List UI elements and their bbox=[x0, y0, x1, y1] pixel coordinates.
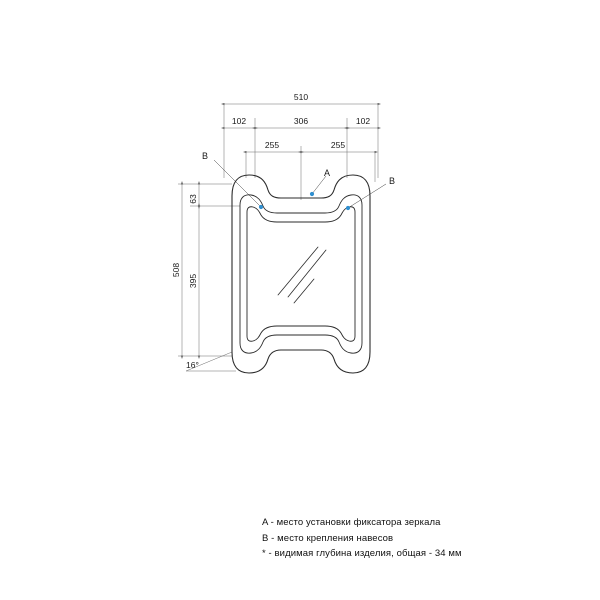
mount-dot-a bbox=[310, 192, 314, 196]
marker-label-b-right: B bbox=[388, 176, 396, 186]
dimension-label-395: 395 bbox=[188, 273, 198, 289]
mount-dot-b-right bbox=[346, 206, 350, 210]
legend bbox=[262, 515, 592, 562]
dimension-label-63: 63 bbox=[188, 194, 198, 204]
dimension-label-255-left: 255 bbox=[264, 140, 280, 150]
dimension-510 bbox=[224, 92, 378, 104]
dimension-angle-16 bbox=[186, 352, 236, 371]
glass-reflection-lines bbox=[278, 247, 326, 303]
dimension-label-angle: 16° bbox=[186, 360, 199, 370]
dimension-label-overall-width: 510 bbox=[293, 92, 309, 102]
dimension-label-508: 508 bbox=[171, 262, 181, 278]
legend-line-b: B - место крепления навесов bbox=[262, 532, 394, 544]
marker-leader-lines bbox=[202, 151, 395, 208]
marker-label-a: A bbox=[323, 168, 331, 178]
mirror-outline bbox=[232, 175, 370, 373]
mount-dot-b-left bbox=[259, 205, 263, 209]
dimension-row-mid-segments bbox=[246, 140, 375, 182]
dimension-label-102-left: 102 bbox=[231, 116, 247, 126]
mirror-glass-frame bbox=[240, 195, 362, 353]
dimension-label-102-right: 102 bbox=[355, 116, 371, 126]
marker-label-b-left: B bbox=[201, 151, 209, 161]
dimension-row-top-segments bbox=[224, 116, 378, 128]
dimension-label-255-right: 255 bbox=[330, 140, 346, 150]
dimension-vertical-group bbox=[171, 184, 240, 356]
legend-line-depth: * - видимая глубина изделия, общая - 34 мм bbox=[262, 548, 462, 559]
mount-point-markers bbox=[259, 192, 350, 210]
dimension-label-306: 306 bbox=[293, 116, 309, 126]
legend-line-a: A - место установки фиксатора зеркала bbox=[262, 517, 441, 528]
